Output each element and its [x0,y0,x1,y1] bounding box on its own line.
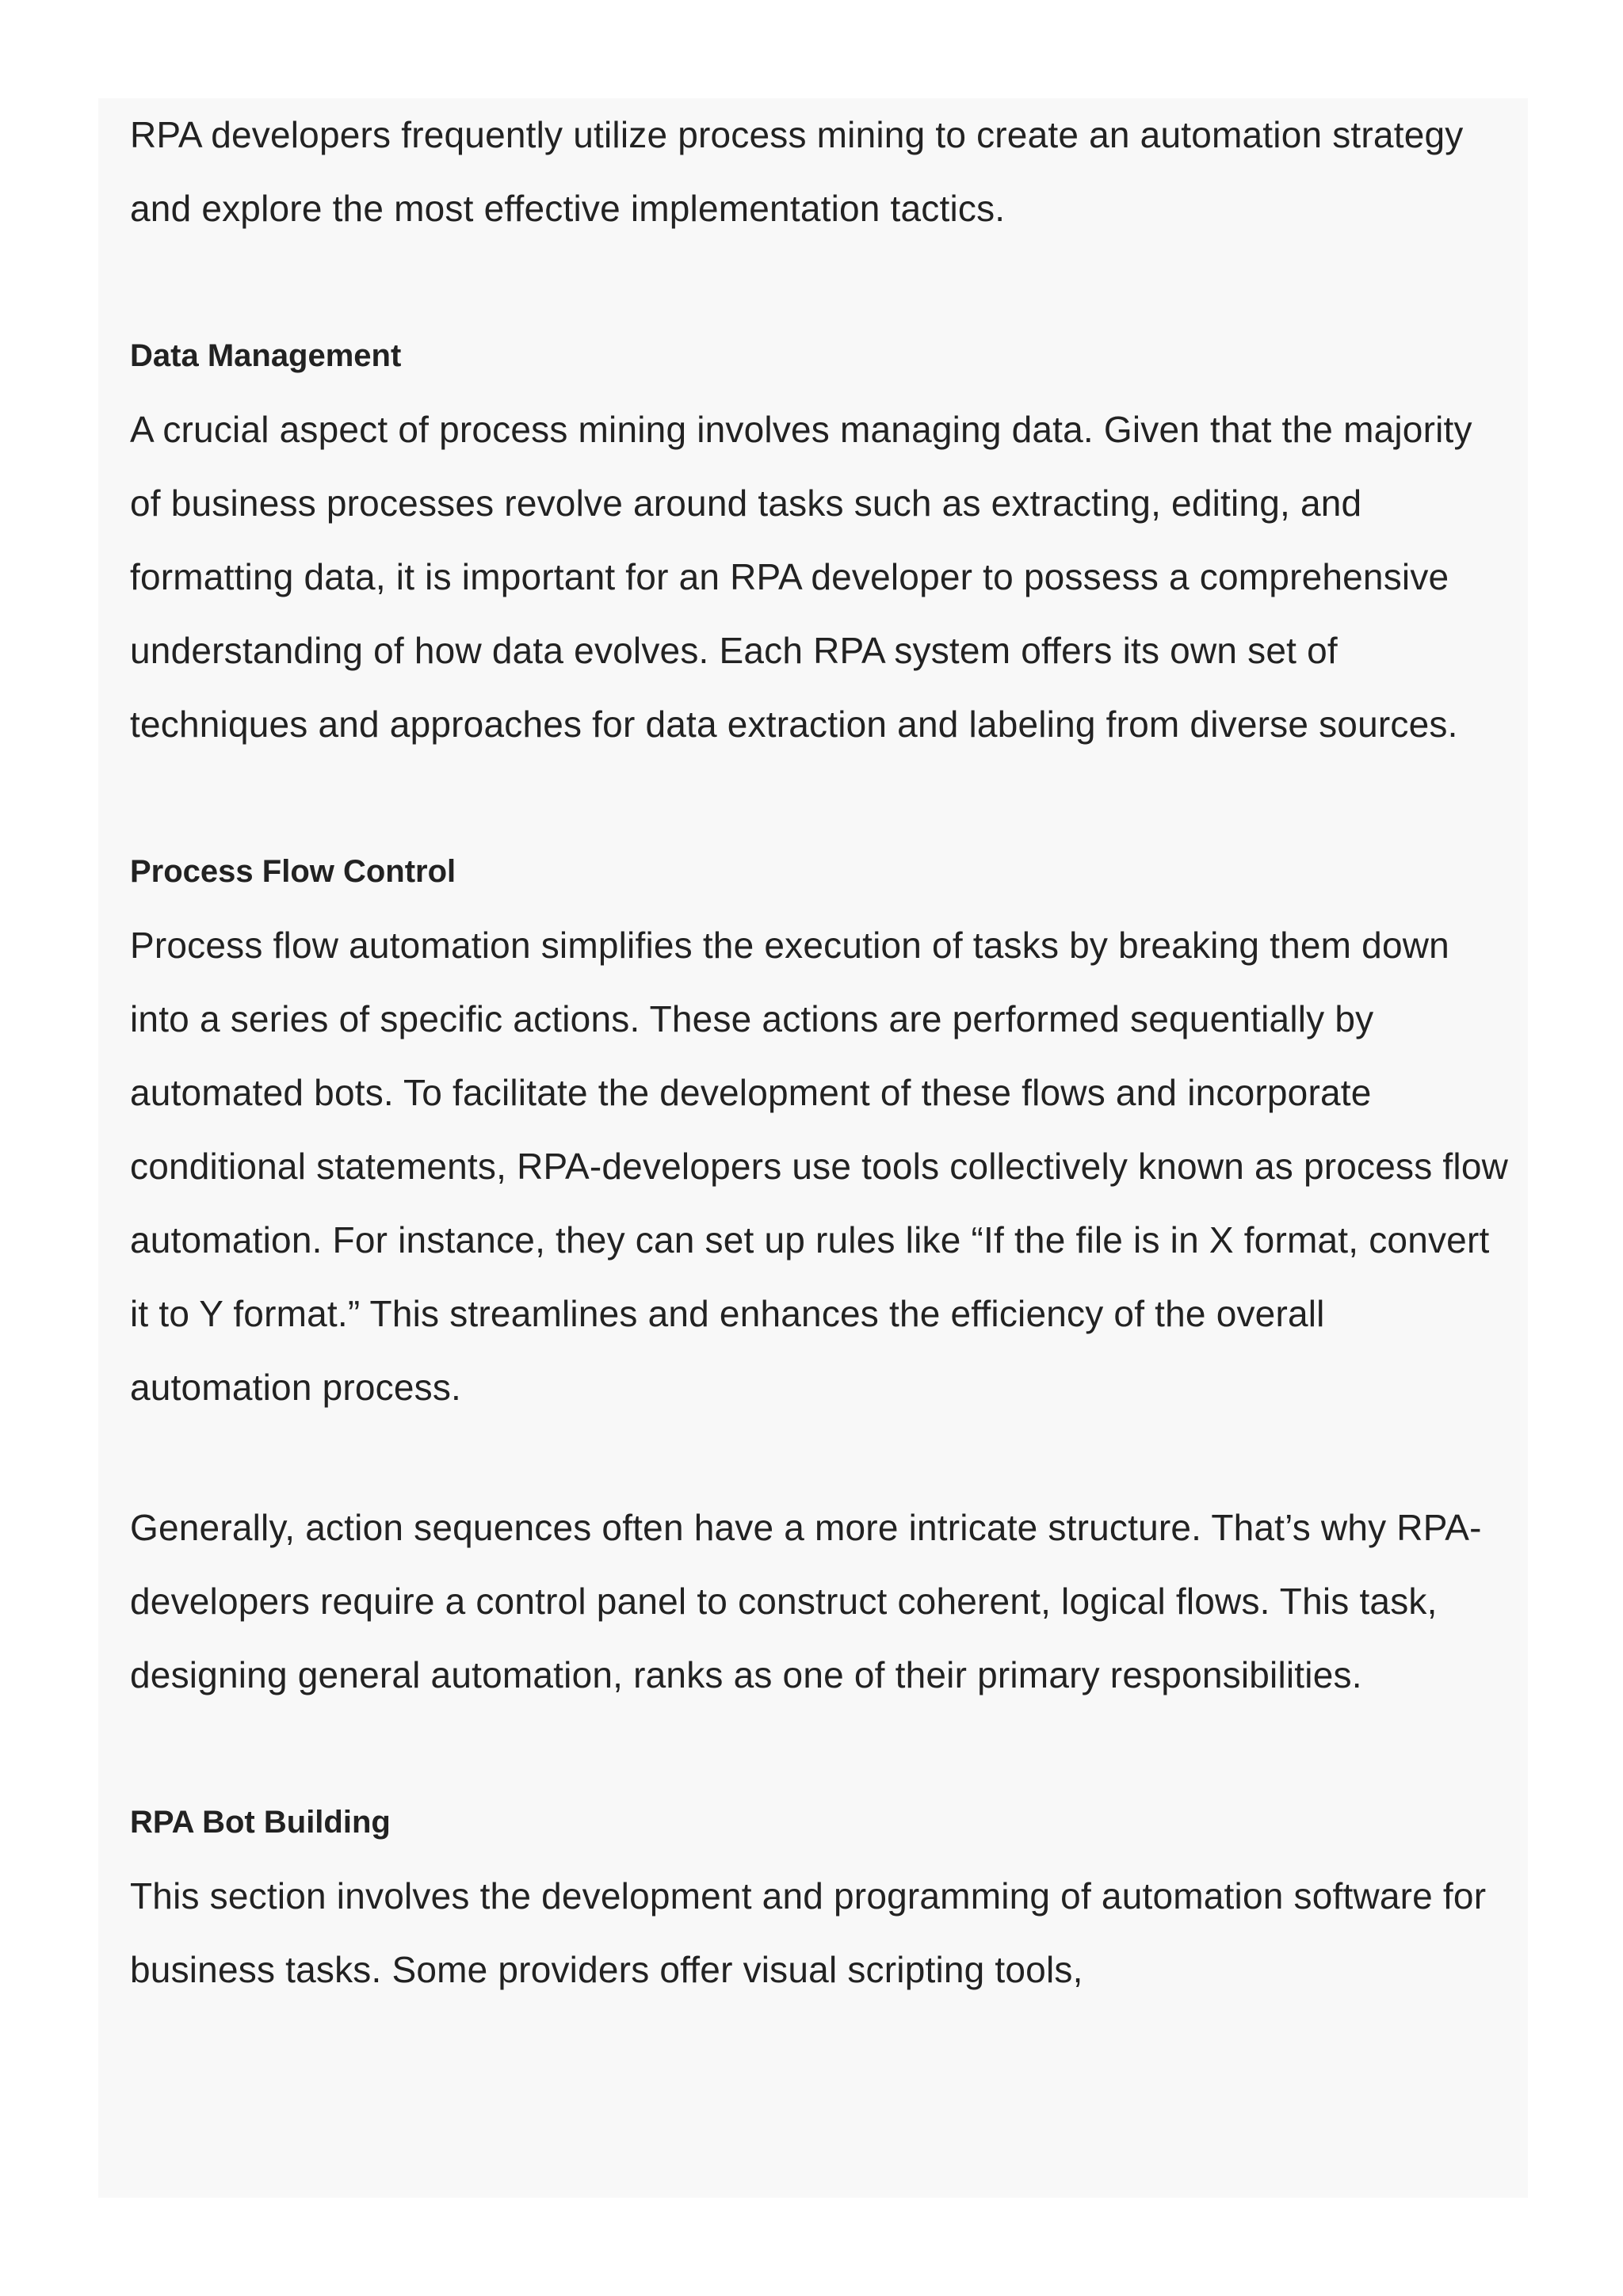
document-panel [98,98,1528,2198]
section-spacer [130,761,1509,835]
document-content [130,98,1509,2007]
data-management-paragraph: A crucial aspect of process mining involves managing data. Given that the majority of business processes revolve around tasks such as extracting, editing, and formatting data, it is important for an RPA developer to possess a comprehensive understanding of how data evolves. Each RPA system offers its own set of techniques and approaches for data extraction and labeling from diverse sources. [130,409,1472,745]
process-flow-paragraph-1: Process flow automation simplifies the execution of tasks by breaking them down into a series of specific actions. These actions are performed sequentially by automated bots. To facilitate the development of these flows and incorporate conditional statements, RPA-developers use tools collectively known as process flow automation. For instance, they can set up rules like “If the file is in X format, convert it to Y format.” This streamlines and enhances the efficiency of the overall automation process. [130,925,1509,1408]
rpa-bot-building-paragraph: This section involves the development and programming of automation software for business tasks. Some providers offer visual scripting tools, [130,1875,1487,1990]
section-heading-rpa-bot-building: RPA Bot Building [130,1805,391,1840]
intro-paragraph: RPA developers frequently utilize process mining to create an automation strategy and explore the most effective implementation tactics. [130,114,1464,229]
section-spacer [130,246,1509,319]
section-spacer [130,1712,1509,1786]
section-heading-data-management: Data Management [130,338,402,373]
process-flow-paragraph-2: Generally, action sequences often have a more intricate structure. That’s why RPA-developers require a control panel to construct coherent, logical flows. This task, designing general automation, ranks as one of their primary responsibilities. [130,1507,1482,1695]
section-heading-process-flow-control: Process Flow Control [130,854,456,889]
paragraph-spacer [130,1425,1509,1491]
